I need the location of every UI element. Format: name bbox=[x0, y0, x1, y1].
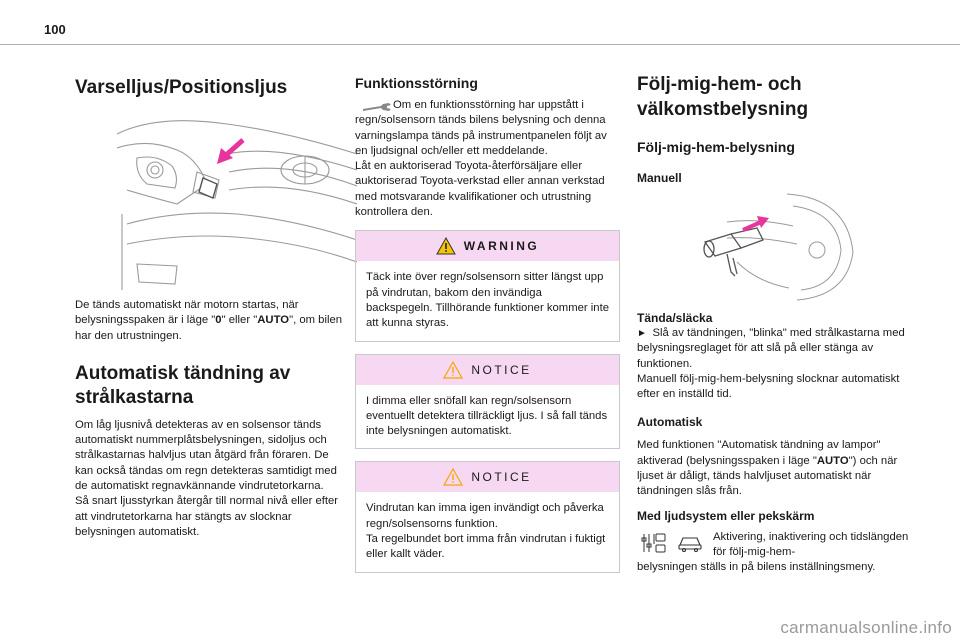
notice-label-2: NOTICE bbox=[471, 470, 532, 485]
paragraph-auto-headlights: Om låg ljusnivå detekteras av en solsensor tänds automatiskt nummerplåtsbelysningen, sidoljus och strålkastarnas halvljus utan åtgärd från föraren. De kan också tändas om regn detekteras samtidigt med de automatiskt regnavkännande vindrutetorkarna. Så snart ljusstyrkan återgår till normal nivå eller efter att vindrutetorkarna har stängts av slocknar belysningen automatiskt. bbox=[75, 418, 339, 538]
paragraph-audio-b: belysningen ställs in på bilens inställningsmeny. bbox=[637, 561, 876, 574]
notice-box-2 bbox=[355, 461, 620, 572]
subtitle-follow-me-home: Följ-mig-hem-belysning bbox=[637, 139, 795, 155]
heading-manual: Manuell bbox=[637, 171, 682, 185]
column-left bbox=[75, 66, 345, 540]
heading-automatic: Automatisk bbox=[637, 415, 703, 430]
headlight-illustration bbox=[117, 114, 357, 290]
wrench-icon bbox=[361, 100, 393, 114]
section-title-auto-headlights: Automatisk tändning av strålkastarna bbox=[75, 362, 291, 408]
notice-triangle-icon bbox=[443, 468, 463, 486]
section-title-follow-me-home: Följ-mig-hem- och välkomstbelysning bbox=[637, 74, 809, 120]
notice-text-2: Vindrutan kan imma igen invändigt och påverka regn/solsensorns funktion. Ta regelbundet bort imma från vindrutan i fuktigt eller kallt väder. bbox=[366, 502, 606, 561]
notice-text-1: I dimma eller snöfall kan regn/solsensorn eventuellt detektera tillräckligt ljus. I så fall tänds inte belysningen automatiskt. bbox=[366, 394, 608, 438]
warning-label: WARNING bbox=[463, 239, 540, 254]
paragraph-automatic: Med funktionen "Automatisk tändning av lampor" aktiverad (belysningsspaken i läge "AUTO") och när ljuset är dåligt, tänds halvljuset automatiskt när tändningen slås från. bbox=[637, 439, 898, 498]
settings-menu-icon bbox=[641, 532, 667, 554]
watermark: carmanualsonline.info bbox=[780, 618, 952, 637]
heading-on-off: Tända/släcka bbox=[637, 311, 713, 325]
warning-text: Täck inte över regn/solsensorn sitter längst upp på vindrutan, bakom den invändiga backspegeln. Tillhörande funktioner kommer inte att kunna styras. bbox=[366, 271, 610, 330]
light-stalk-illustration bbox=[697, 192, 857, 302]
notice-box-1 bbox=[355, 354, 620, 450]
warning-triangle-icon bbox=[436, 237, 456, 255]
paragraph-auto-on: De tänds automatiskt när motorn startas, när belysningsspaken är i läge "0" eller "AUTO", om bilen har den utrustningen. bbox=[75, 299, 343, 342]
heading-audio-touchscreen: Med ljudsystem eller pekskärm bbox=[637, 508, 815, 523]
page-number: 100 bbox=[44, 22, 66, 37]
malfunction-block bbox=[355, 98, 620, 220]
warning-box bbox=[355, 230, 620, 341]
column-right bbox=[637, 66, 912, 576]
audio-block bbox=[637, 530, 912, 576]
paragraph-on-off: ► Slå av tändningen, "blinka" med strålkastarna med belysningsreglaget för att slå på eller stänga av funktionen. Manuell följ-mig-hem-belysning slocknar automatiskt efter en inställd tid. bbox=[637, 327, 905, 401]
paragraph-audio-a: Aktivering, inaktivering och tidslängden för följ-mig-hem- bbox=[713, 530, 909, 558]
section-title-malfunction: Funktionsstörning bbox=[355, 75, 478, 91]
car-icon bbox=[677, 534, 703, 552]
notice-triangle-icon bbox=[443, 361, 463, 379]
arrow-right-icon: ► bbox=[637, 328, 653, 339]
paragraph-malfunction: Om en funktionsstörning har uppstått i regn/solsensorn tänds bilens belysning och denna varningslampa tänds på instrumentpanelen följt av en ljudsignal och/eller ett meddelande. Låt en auktoriserad Toyota-återförsäljare eller auktoriserad Toyota-verkstad eller annan verkstad med motsvarande kvalifikationer och utrustning kontrollera den. bbox=[355, 99, 607, 219]
notice-label-1: NOTICE bbox=[471, 362, 532, 377]
top-rule bbox=[0, 44, 960, 45]
column-middle bbox=[355, 66, 620, 573]
section-title-daytime-lights: Varselljus/Positionsljus bbox=[75, 77, 288, 98]
